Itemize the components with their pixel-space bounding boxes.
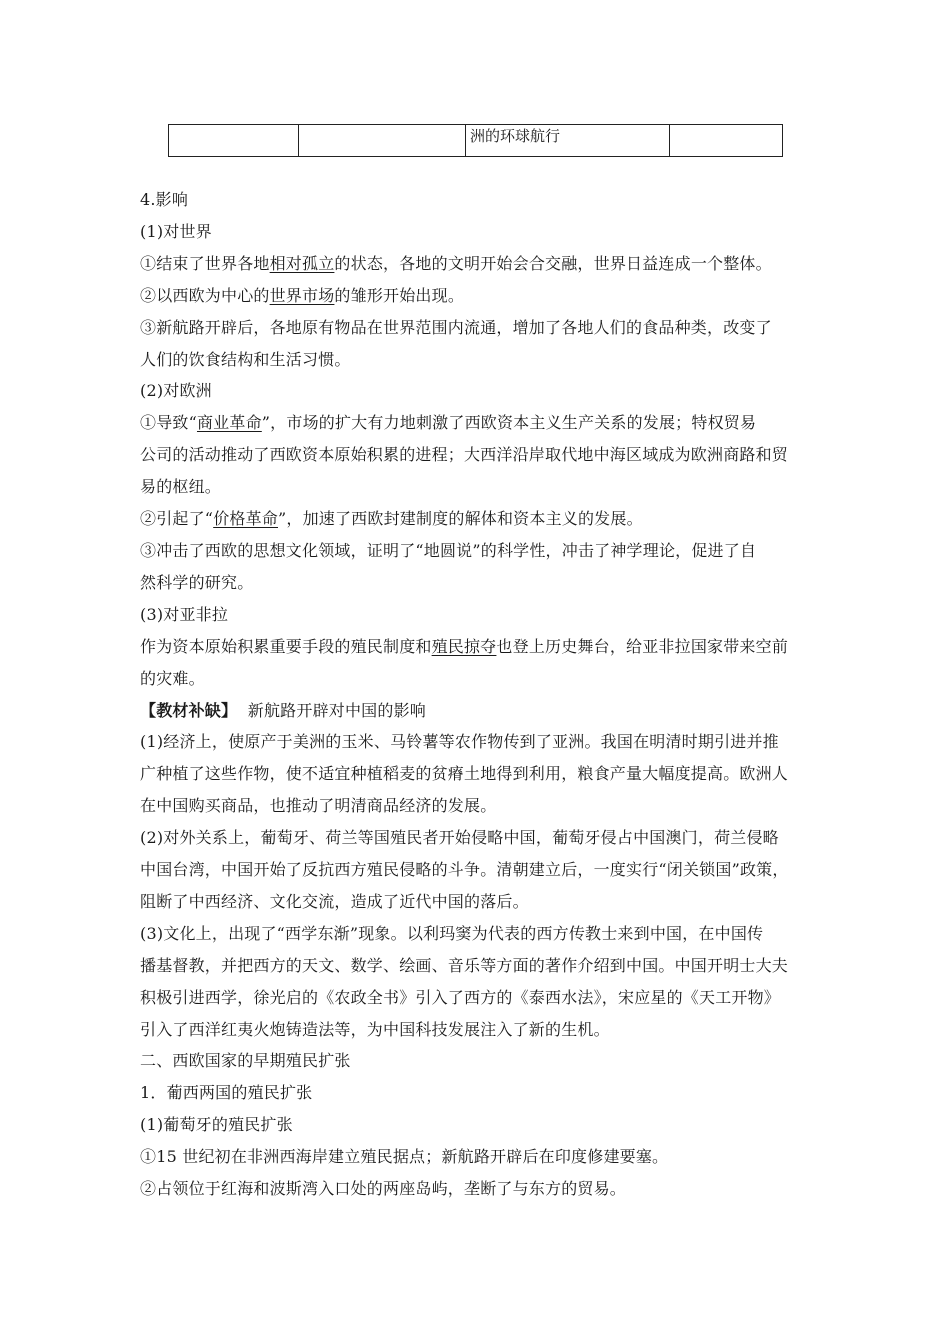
text-run: ②以西欧为中心的 [140, 285, 270, 305]
paragraph-line: (1)经济上，使原产于美洲的玉米、马铃薯等农作物传到了亚洲。我国在明清时期引进并推 [140, 732, 779, 752]
paragraph-line: 公司的活动推动了西欧资本原始积累的进程；大西洋沿岸取代地中海区域成为欧洲商路和贸 [140, 445, 789, 465]
text-run: ①结束了世界各地 [140, 253, 270, 273]
paragraph-line: ①15 世纪初在非洲西海岸建立殖民据点；新航路开辟后在印度修建要塞。 [140, 1147, 669, 1167]
paragraph-line: ③冲击了西欧的思想文化领域，证明了“地圆说”的科学性，冲击了神学理论，促进了自 [140, 540, 757, 560]
subsection-heading: 1．葡西两国的殖民扩张 [140, 1083, 313, 1103]
paragraph-line: (2)对外关系上，葡萄牙、荷兰等国殖民者开始侵略中国，葡萄牙侵占中国澳门，荷兰侵略 [140, 828, 779, 848]
text-run: 的雏形开始出现。 [334, 285, 465, 305]
underlined-term: 商业革命 [196, 413, 262, 433]
text-run: 作为资本原始积累重要手段的殖民制度和 [140, 636, 432, 656]
subsection-heading: (1)对世界 [140, 221, 212, 241]
subsection-heading: (1)葡萄牙的殖民扩张 [140, 1115, 293, 1135]
paragraph-line: 阻断了中西经济、文化交流，造成了近代中国的落后。 [140, 891, 529, 911]
paragraph-line: 人们的饮食结构和生活习惯。 [140, 349, 351, 369]
paragraph-line: 的灾难。 [140, 668, 205, 688]
paragraph-line [140, 407, 812, 439]
text-run: 也登上历史舞台，给亚非拉国家带来空前 [496, 636, 789, 656]
supplement-title: 新航路开辟对中国的影响 [247, 700, 426, 720]
paragraph-line [140, 503, 812, 535]
paragraph-line: 广种植了这些作物，使不适宜种植稻麦的贫瘠土地得到利用，粮食产量大幅度提高。欧洲人 [140, 764, 789, 784]
underlined-term: 世界市场 [269, 285, 335, 305]
paragraph-line: 易的枢纽。 [140, 477, 222, 497]
subsection-heading: (3)对亚非拉 [140, 604, 229, 624]
table-cell [169, 125, 299, 157]
table-cell [670, 125, 783, 157]
paragraph-line: 然科学的研究。 [140, 572, 254, 592]
section-heading: 二、西欧国家的早期殖民扩张 [140, 1051, 351, 1071]
table-row [169, 125, 783, 157]
section-heading: 4.影响 [140, 190, 189, 209]
text-run: 的状态，各地的文明开始会合交融，世界日益连成一个整体。 [334, 253, 772, 273]
table-cell [299, 125, 466, 157]
supplement-heading [140, 695, 812, 727]
supplement-label: 【教材补缺】 [140, 700, 238, 720]
text-run: ①导致“ [140, 413, 197, 433]
paragraph-line: 引入了西洋红夷火炮铸造法等，为中国科技发展注入了新的生机。 [140, 1019, 610, 1039]
paragraph-line: ③新航路开辟后，各地原有物品在世界范围内流通，增加了各地人们的食品种类，改变了 [140, 317, 772, 337]
paragraph-line: (3)文化上，出现了“西学东渐”现象。以利玛窦为代表的西方传教士来到中国，在中国传 [140, 923, 764, 943]
subsection-heading: (2)对欧洲 [140, 381, 212, 401]
paragraph-line: 在中国购买商品，也推动了明清商品经济的发展。 [140, 796, 497, 816]
text-run: ”，加速了西欧封建制度的解体和资本主义的发展。 [278, 509, 643, 529]
table-fragment [168, 124, 783, 157]
paragraph-line [140, 248, 812, 280]
paragraph-line: 积极引进西学，徐光启的《农政全书》引入了西方的《泰西水法》，宋应星的《天工开物》 [140, 987, 781, 1007]
paragraph-line: ②占领位于红海和波斯湾入口处的两座岛屿，垄断了与东方的贸易。 [140, 1179, 627, 1199]
paragraph-line [140, 631, 812, 663]
paragraph-line: 中国台湾，中国开始了反抗西方殖民侵略的斗争。清朝建立后，一度实行“闭关锁国”政策， [140, 860, 789, 880]
underlined-term: 价格革命 [213, 509, 278, 529]
text-run: ②引起了“ [140, 509, 214, 529]
text-run: ”，市场的扩大有力地刺激了西欧资本主义生产关系的发展；特权贸易 [261, 413, 757, 433]
paragraph-line [140, 280, 812, 312]
underlined-term: 殖民掠夺 [431, 636, 497, 656]
document-body [140, 184, 812, 1205]
table-cell: 洲的环球航行 [466, 125, 670, 157]
underlined-term: 相对孤立 [269, 253, 335, 273]
paragraph-line: 播基督教，并把西方的天文、数学、绘画、音乐等方面的著作介绍到中国。中国开明士大夫 [140, 955, 789, 975]
